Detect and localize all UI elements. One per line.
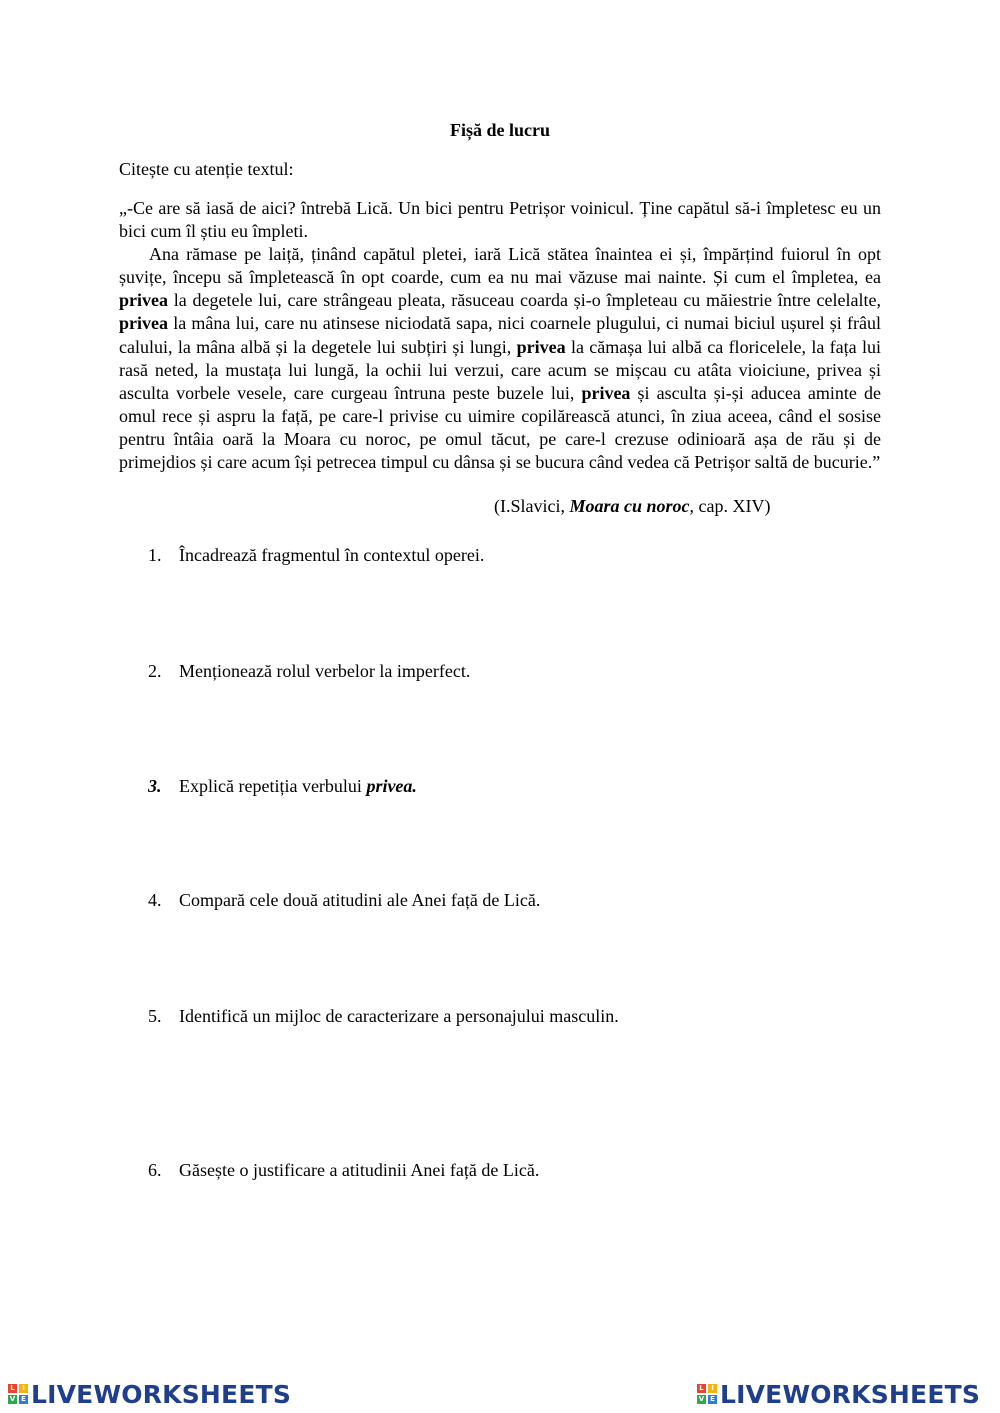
- question-5: [148, 1006, 619, 1027]
- question-4: [148, 890, 540, 911]
- source-citation: [494, 496, 770, 517]
- citation-suffix: , cap. XIV): [689, 496, 771, 516]
- question-number: 3.: [148, 776, 162, 796]
- logo-mark-cell: E: [708, 1395, 717, 1404]
- question-text: Identifică un mijloc de caracterizare a personajului masculin.: [179, 1006, 619, 1026]
- question-number: 6.: [148, 1160, 162, 1180]
- logo-mark-cell: E: [19, 1395, 28, 1404]
- logo-mark-icon: [8, 1384, 28, 1404]
- logo-mark-cell: V: [9, 1395, 16, 1403]
- question-number: 5.: [148, 1006, 162, 1026]
- question-text: Menționează rolul verbelor la imperfect.: [179, 661, 471, 681]
- passage-segment: și asculta și-și aducea aminte de omul rece și aspru la față, pe care-l privise cu uimire copilărească atunci, în ziua aceea, când el sosise pentru întâia oară la Moara cu noroc, pe omul tăcut, pe care-l crezuse odinioară așa de rău și de primejdios și care acum își petrecea timpul cu dânsa și se bucura când vedea că Petrișor saltă de bucurie.”: [119, 382, 881, 473]
- passage-paragraph-1: „-Ce are să iasă de aici? întrebă Lică. Un bici pentru Petrișor voinicul. Ține capătul să-i împletesc eu un bici cum îl știu eu împleti.: [119, 198, 881, 242]
- question-1: [148, 545, 484, 566]
- highlighted-word: privea: [516, 336, 566, 357]
- worksheet-title: Fișă de lucru: [449, 120, 550, 140]
- question-emphasis: privea.: [366, 776, 417, 796]
- question-text: Compară cele două atitudini ale Anei față de Lică.: [179, 890, 541, 910]
- citation-work-title: Moara cu noroc: [569, 496, 690, 516]
- highlighted-word: privea: [119, 290, 168, 311]
- question-3: [148, 776, 417, 797]
- citation-prefix: (I.Slavici,: [494, 496, 570, 516]
- reading-instruction: Citește cu atenție textul:: [119, 159, 294, 179]
- passage-segment: la degetele lui, care strângeau pleata, răsuceau coarda și-o împleteau cu măiestrie între celelalte,: [168, 290, 881, 311]
- highlighted-word: privea: [119, 313, 168, 334]
- question-number: 4.: [148, 890, 162, 910]
- logo-text: LIVEWORKSHEETS: [720, 1379, 981, 1409]
- question-number: 1.: [148, 545, 162, 565]
- logo-mark-icon: [697, 1384, 717, 1404]
- logo-mark-cell: I: [19, 1384, 28, 1393]
- question-text: Găsește o justificare a atitudinii Anei față de Lică.: [179, 1160, 540, 1180]
- liveworksheets-logo[interactable]: [697, 1379, 980, 1409]
- passage-paragraph-2: [119, 243, 881, 474]
- passage-segment: Ana rămase pe laiță, ținând capătul pletei, iară Lică stătea înaintea ei și, împărțind fuiorul în opt șuvițe, începu să împletească în opt coarde, cum ea nu mai văzuse mai nainte. Și cum el împletea, ea: [119, 244, 881, 288]
- logo-mark-cell: L: [8, 1384, 17, 1393]
- highlighted-word: privea: [581, 382, 631, 403]
- logo-mark-cell: L: [697, 1384, 706, 1393]
- question-2: [148, 661, 470, 682]
- question-text: Încadrează fragmentul în contextul operei.: [179, 545, 485, 565]
- question-number: 2.: [148, 661, 162, 681]
- logo-mark-cell: V: [698, 1395, 705, 1403]
- passage-segment: la cămașa lui albă ca floricelele, la fața lui rasă neted, la mustața lui lungă, la ochii lui verzui, care acum se mișcau cu atâta vioiciune, privea și asculta vorbele vesele, care curgeau întruna peste buzele lui,: [119, 336, 881, 403]
- logo-text: LIVEWORKSHEETS: [31, 1379, 292, 1409]
- passage-segment: la mâna lui, care nu atinsese niciodată sapa, nici coarnele plugului, ci numai biciul ușurel și frâul calului, la mâna albă și la degetele lui subțiri și lungi,: [119, 313, 881, 357]
- logo-mark-cell: I: [708, 1384, 717, 1393]
- liveworksheets-logo[interactable]: [8, 1379, 291, 1409]
- question-text: Explică repetiția verbului: [179, 776, 367, 796]
- question-6: [148, 1160, 539, 1181]
- literary-passage: [119, 197, 881, 474]
